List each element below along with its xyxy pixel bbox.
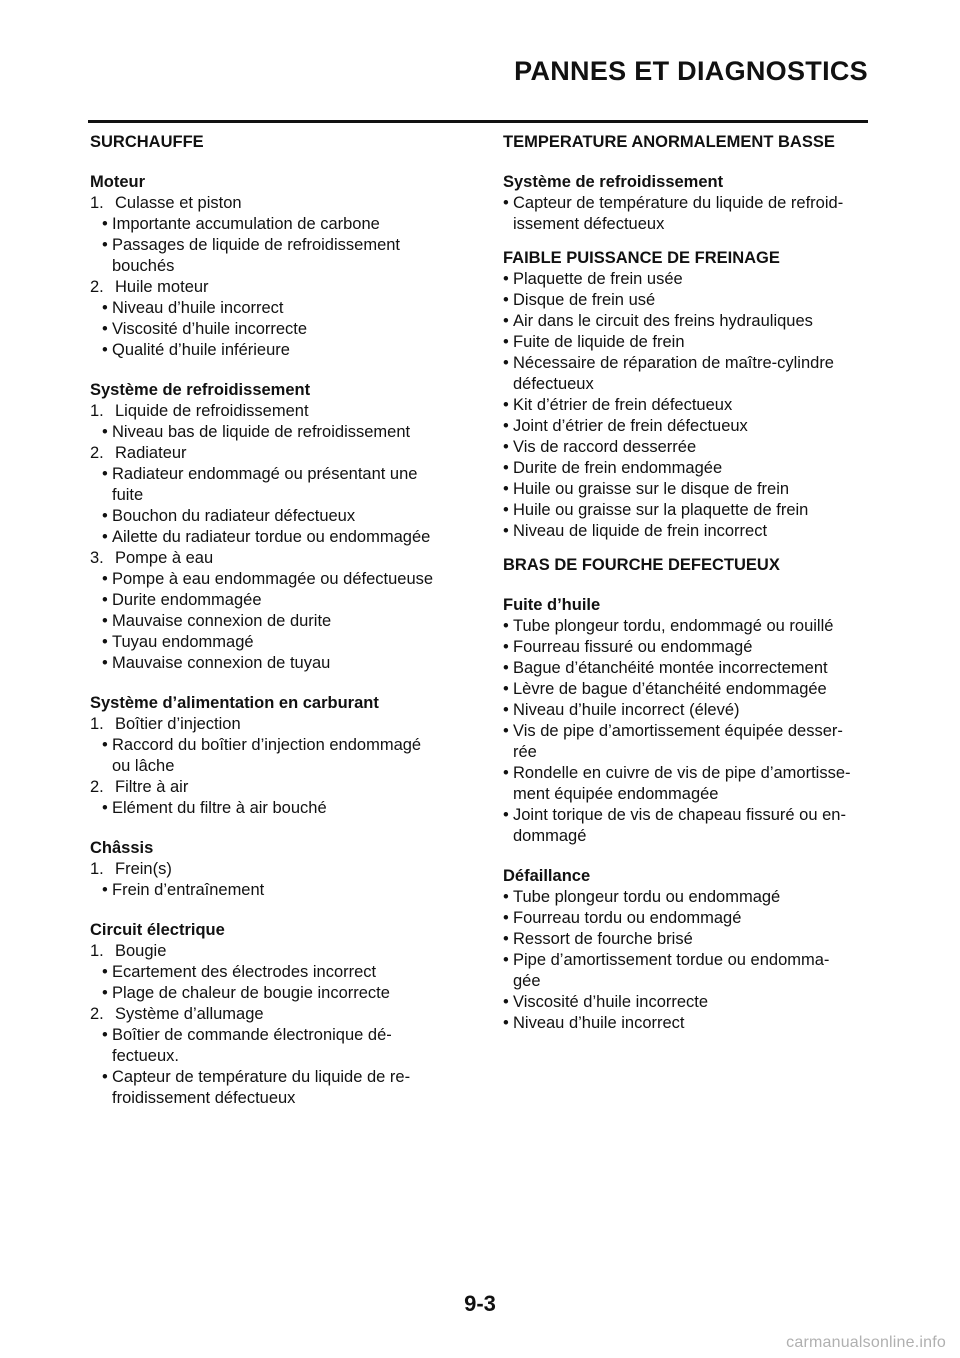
- bullet-continuation: ment équipée endommagée: [513, 785, 719, 803]
- bullet-item: • Niveau d’huile incorrect: [102, 299, 284, 317]
- bullet-item: • Tube plongeur tordu, endommagé ou rouillé: [503, 617, 834, 635]
- bullet-item: • Rondelle en cuivre de vis de pipe d’amortisse-: [503, 764, 851, 782]
- bullet-item: • Vis de pipe d’amortissement équipée desser-: [503, 722, 843, 740]
- bullet-item: • Disque de frein usé: [503, 291, 656, 309]
- bullet-item: • Fourreau fissuré ou endommagé: [503, 638, 753, 656]
- bullet-item: • Capteur de température du liquide de refroid-: [503, 194, 844, 212]
- list-item: 3. Pompe à eau: [90, 549, 214, 567]
- bullet-item: • Ailette du radiateur tordue ou endommagée: [102, 528, 431, 546]
- bullet-item: • Durite de frein endommagée: [503, 459, 723, 477]
- bullet-item: • Capteur de température du liquide de re-: [102, 1068, 411, 1086]
- title-rule: [88, 120, 868, 123]
- list-item: 2. Radiateur: [90, 444, 187, 462]
- bullet-item: • Huile ou graisse sur le disque de frein: [503, 480, 790, 498]
- page-title: PANNES ET DIAGNOSTICS: [514, 56, 868, 86]
- bullet-item: • Plaquette de frein usée: [503, 270, 683, 288]
- list-item: 2. Huile moteur: [90, 278, 209, 296]
- section-title-temperature: TEMPERATURE ANORMALEMENT BASSE: [503, 133, 835, 151]
- bullet-item: • Bague d’étanchéité montée incorrectement: [503, 659, 828, 677]
- bullet-continuation: fectueux.: [112, 1047, 179, 1065]
- list-item: 1. Bougie: [90, 942, 167, 960]
- bullet-item: • Viscosité d’huile incorrecte: [102, 320, 308, 338]
- bullet-item: • Durite endommagée: [102, 591, 262, 609]
- bullet-item: • Boîtier de commande électronique dé-: [102, 1026, 392, 1044]
- bullet-item: • Kit d’étrier de frein défectueux: [503, 396, 733, 414]
- bullet-continuation: froidissement défectueux: [112, 1089, 296, 1107]
- bullet-item: • Pompe à eau endommagée ou défectueuse: [102, 570, 434, 588]
- section-title-freinage: FAIBLE PUISSANCE DE FREINAGE: [503, 249, 780, 267]
- heading-chassis: Châssis: [90, 839, 154, 857]
- list-item: 1. Culasse et piston: [90, 194, 242, 212]
- heading-fuite-huile: Fuite d’huile: [503, 596, 601, 614]
- heading-refroidissement-right: Système de refroidissement: [503, 173, 724, 191]
- bullet-item: • Nécessaire de réparation de maître-cylindre: [503, 354, 834, 372]
- bullet-item: • Tube plongeur tordu ou endommagé: [503, 888, 781, 906]
- bullet-continuation: dommagé: [513, 827, 587, 845]
- bullet-item: • Niveau bas de liquide de refroidissement: [102, 423, 411, 441]
- bullet-item: • Joint torique de vis de chapeau fissuré ou en-: [503, 806, 846, 824]
- bullet-item: • Fourreau tordu ou endommagé: [503, 909, 742, 927]
- bullet-item: • Niveau d’huile incorrect (élevé): [503, 701, 740, 719]
- bullet-item: • Ecartement des électrodes incorrect: [102, 963, 377, 981]
- bullet-item: • Importante accumulation de carbone: [102, 215, 380, 233]
- bullet-continuation: bouchés: [112, 257, 175, 275]
- bullet-item: • Huile ou graisse sur la plaquette de frein: [503, 501, 809, 519]
- right-column: [503, 132, 875, 1034]
- bullet-item: • Niveau de liquide de frein incorrect: [503, 522, 768, 540]
- left-column: [90, 132, 465, 1109]
- bullet-item: • Air dans le circuit des freins hydrauliques: [503, 312, 813, 330]
- bullet-item: • Bouchon du radiateur défectueux: [102, 507, 356, 525]
- bullet-continuation: issement défectueux: [513, 215, 665, 233]
- list-item: 2. Filtre à air: [90, 778, 189, 796]
- bullet-item: • Elément du filtre à air bouché: [102, 799, 327, 817]
- list-item: 1. Frein(s): [90, 860, 172, 878]
- bullet-item: • Viscosité d’huile incorrecte: [503, 993, 709, 1011]
- bullet-item: • Niveau d’huile incorrect: [503, 1014, 685, 1032]
- bullet-continuation: rée: [513, 743, 537, 761]
- bullet-item: • Joint d’étrier de frein défectueux: [503, 417, 748, 435]
- bullet-continuation: fuite: [112, 486, 144, 504]
- heading-defaillance: Défaillance: [503, 867, 591, 885]
- bullet-item: • Raccord du boîtier d’injection endommagé: [102, 736, 422, 754]
- list-item: 1. Boîtier d’injection: [90, 715, 241, 733]
- bullet-item: • Vis de raccord desserrée: [503, 438, 697, 456]
- bullet-item: • Plage de chaleur de bougie incorrecte: [102, 984, 390, 1002]
- bullet-item: • Pipe d’amortissement tordue ou endomma-: [503, 951, 830, 969]
- bullet-item: • Ressort de fourche brisé: [503, 930, 693, 948]
- bullet-item: • Passages de liquide de refroidissement: [102, 236, 401, 254]
- heading-refroidissement: Système de refroidissement: [90, 381, 311, 399]
- section-title-fourche: BRAS DE FOURCHE DEFECTUEUX: [503, 556, 780, 574]
- bullet-item: • Radiateur endommagé ou présentant une: [102, 465, 418, 483]
- heading-circuit-electrique: Circuit électrique: [90, 921, 225, 939]
- heading-carburant: Système d’alimentation en carburant: [90, 694, 379, 712]
- bullet-item: • Frein d’entraînement: [102, 881, 265, 899]
- heading-moteur: Moteur: [90, 173, 145, 191]
- bullet-item: • Mauvaise connexion de tuyau: [102, 654, 331, 672]
- bullet-item: • Fuite de liquide de frein: [503, 333, 685, 351]
- bullet-item: • Tuyau endommagé: [102, 633, 254, 651]
- bullet-continuation: ou lâche: [112, 757, 175, 775]
- section-title-surchauffe: SURCHAUFFE: [90, 133, 204, 151]
- bullet-continuation: défectueux: [513, 375, 594, 393]
- watermark: carmanualsonline.info: [786, 1334, 946, 1351]
- bullet-item: • Mauvaise connexion de durite: [102, 612, 332, 630]
- bullet-item: • Qualité d’huile inférieure: [102, 341, 290, 359]
- bullet-continuation: gée: [513, 972, 541, 990]
- list-item: 2. Système d’allumage: [90, 1005, 264, 1023]
- list-item: 1. Liquide de refroidissement: [90, 402, 309, 420]
- page-number: 9-3: [464, 1291, 496, 1316]
- bullet-item: • Lèvre de bague d’étanchéité endommagée: [503, 680, 827, 698]
